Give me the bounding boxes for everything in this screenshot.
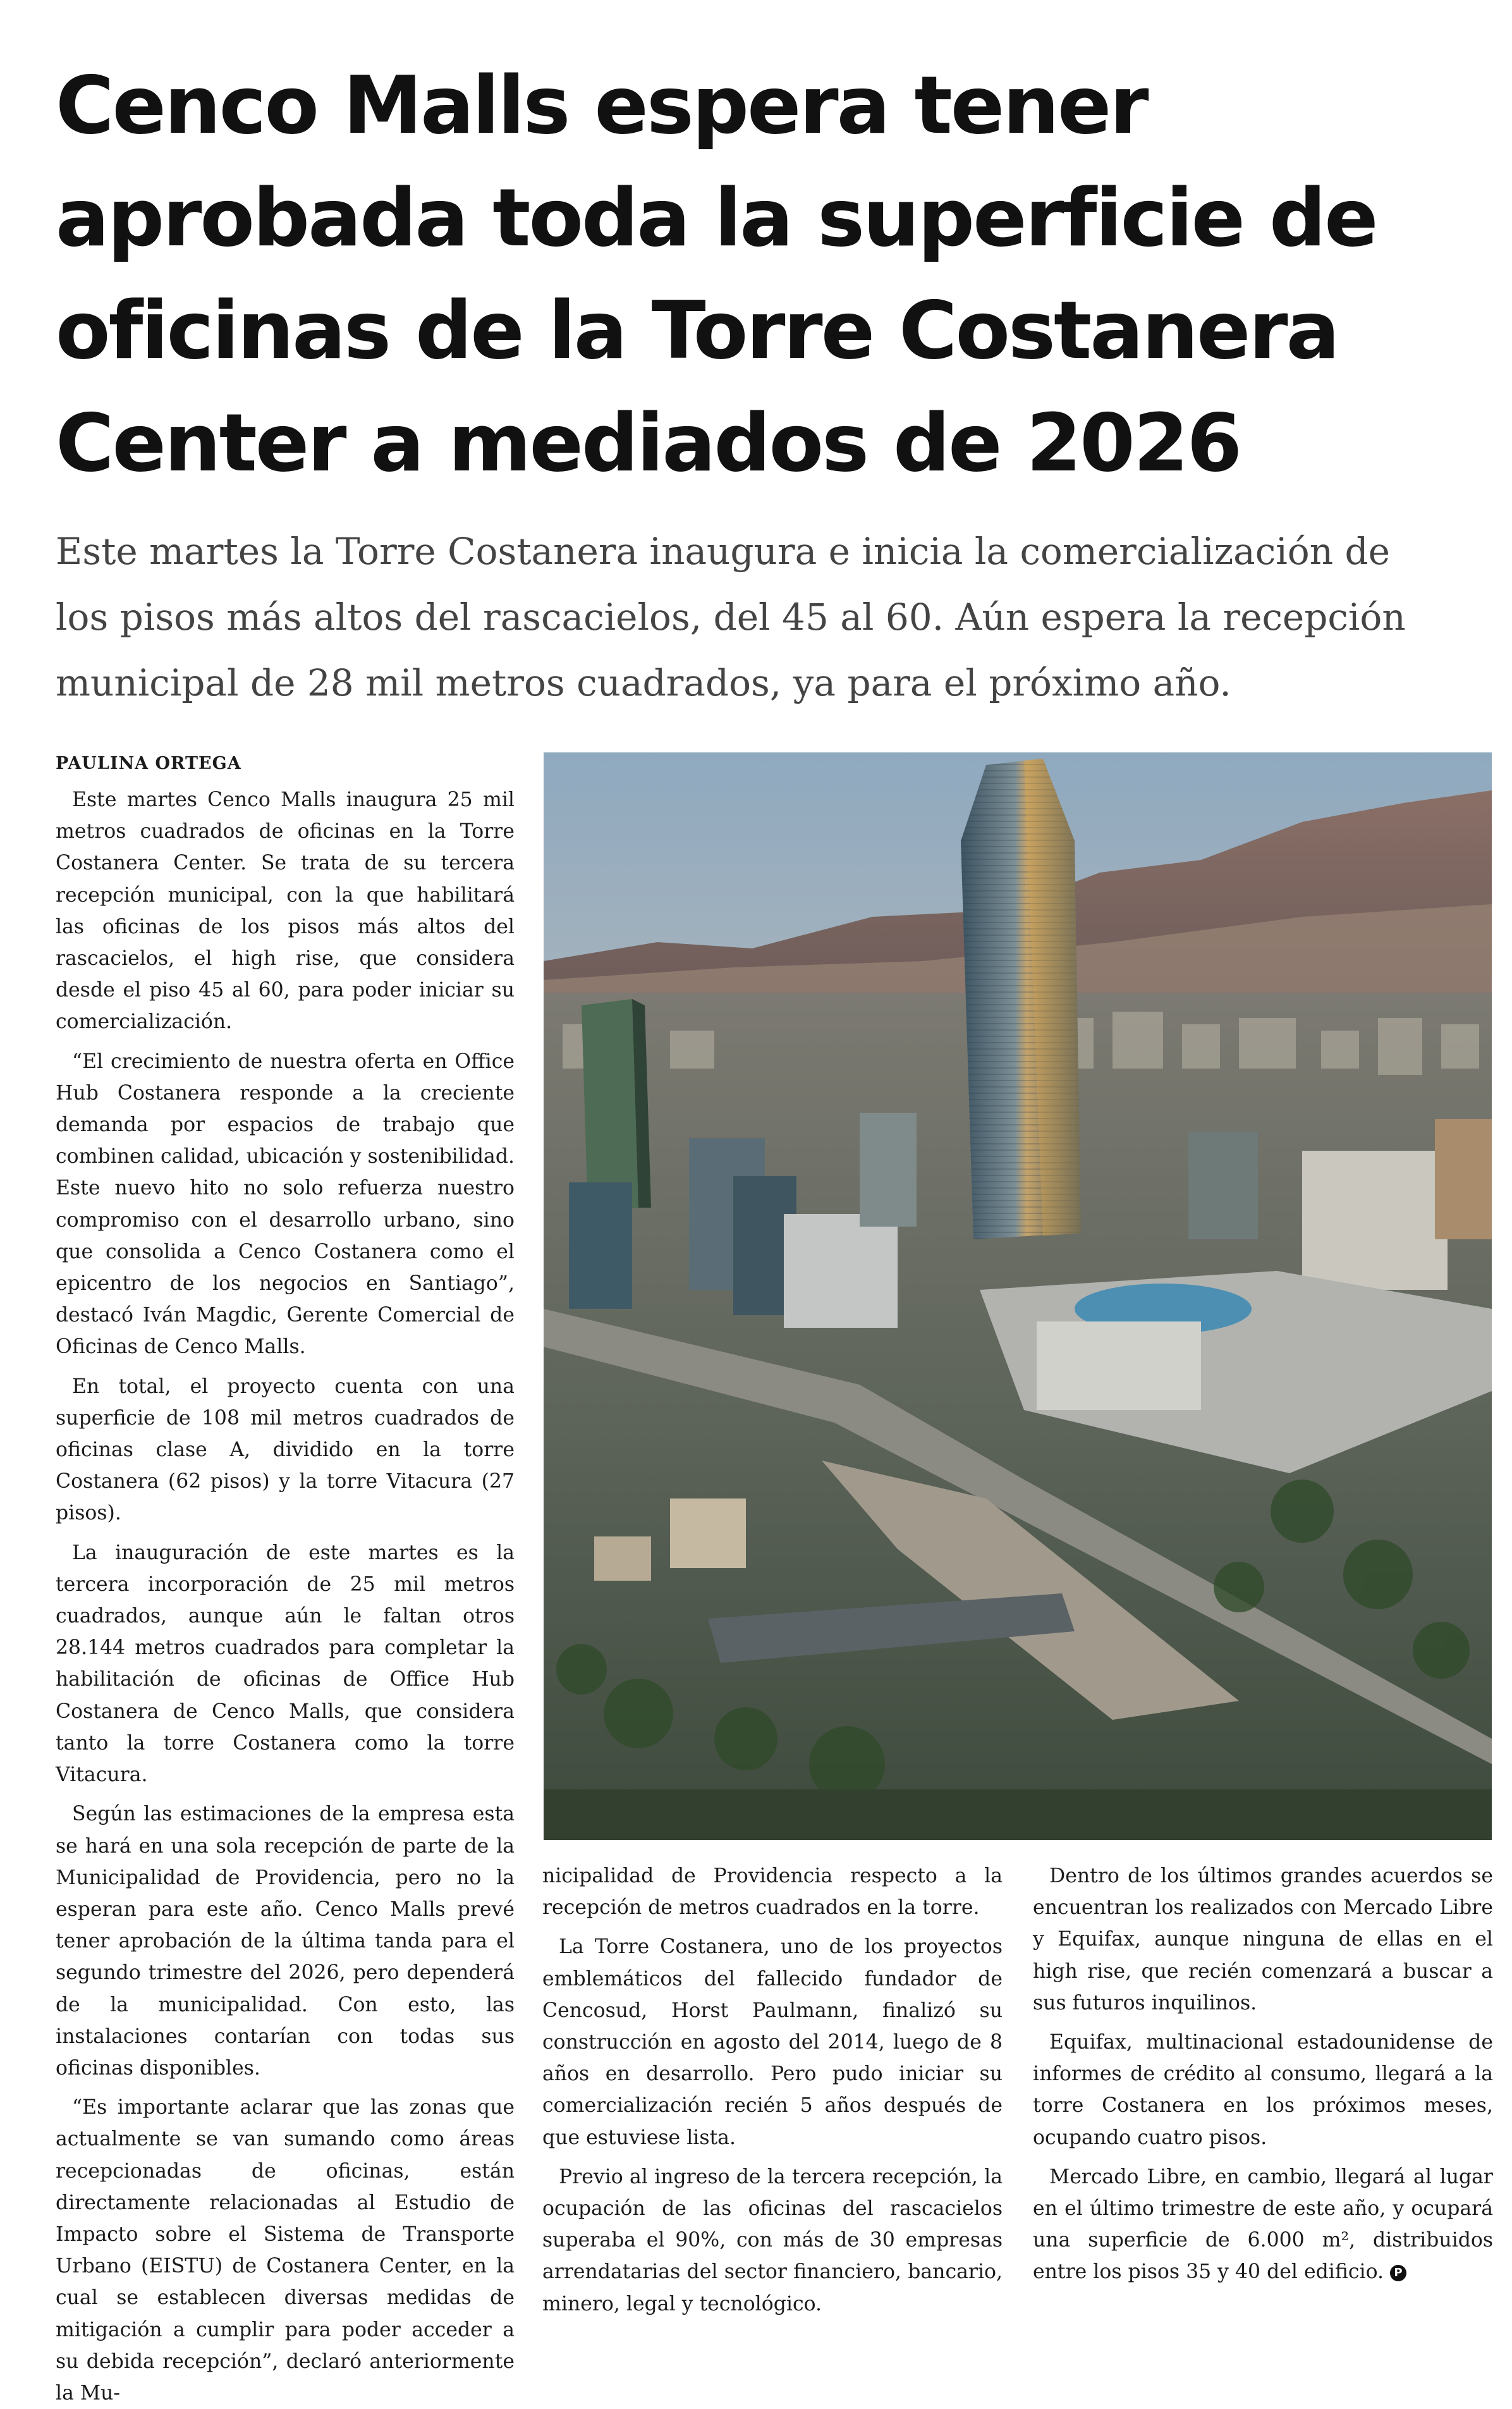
body-paragraph: Equifax, multinacional estadounidense de informes de crédito al consumo, llegará a la torre Costanera en los próximos meses, ocupando cuatro pisos. [1033, 2031, 1493, 2149]
article-column-1 [56, 751, 515, 2409]
body-paragraph: “El crecimiento de nuestra oferta en Office Hub Costanera responde a la creciente demanda por espacios de trabajo que combinen calidad, ubicación y sostenibilidad. Este nuevo hito no solo refuerza nuestro compromiso con el desarrollo urbano, sino que consolida a Cenco Costanera como el epicentro de los negocios en Santiago”, destacó Iván Magdic, Gerente Comercial de Oficinas de Cenco Malls. [56, 1050, 515, 1359]
article-deck [56, 518, 1472, 716]
article-column-3 [1033, 1860, 1493, 2288]
article-headline [56, 49, 1465, 500]
body-paragraph: La inauguración de este martes es la tercera incorporación de 25 mil metros cuadrados, aunque aún le faltan otros 28.144 metros cuadrados para completar la habilitación de oficinas de Office Hub Costanera de Cenco Malls, que considera tanto la torre Costanera como la torre Vitacura. [56, 1541, 515, 1787]
headline-line: Center a mediados de 2026 [56, 396, 1241, 489]
body-paragraph: Previo al ingreso de la tercera recepción, la ocupación de las oficinas del rascacielos superaba el 90%, con más de 30 empresas arrendatarias del sector financiero, bancario, minero, legal y tecnológico. [542, 2165, 1003, 2315]
deck-line: municipal de 28 mil metros cuadrados, ya para el próximo año. [56, 661, 1231, 704]
headline-line: aprobada toda la superficie de [56, 171, 1377, 264]
headline-line: oficinas de la Torre Costanera [56, 284, 1338, 377]
body-paragraph: En total, el proyecto cuenta con una superficie de 108 mil metros cuadrados de oficinas clase A, dividido en la torre Costanera (62 pisos) y la torre Vitacura (27 pisos). [56, 1375, 515, 1525]
body-paragraph [1033, 2161, 1493, 2288]
end-of-article-icon: P [1390, 2265, 1406, 2281]
byline: PAULINA ORTEGA [56, 754, 241, 773]
deck-line: los pisos más altos del rascacielos, del 45 al 60. Aún espera la recepción [56, 596, 1406, 639]
body-paragraph: Este martes Cenco Malls inaugura 25 mil metros cuadrados de oficinas en la Torre Costanera Center. Se trata de su tercera recepción municipal, con la que habilitará las oficinas de los pisos más altos del rascacielos, el high rise, que considera desde el piso 45 al 60, para poder iniciar su comercialización. [56, 788, 515, 1034]
body-paragraph: La Torre Costanera, uno de los proyectos emblemáticos del fallecido fundador de Cencosud, Horst Paulmann, finalizó su construcción en agosto del 2014, luego de 8 años en desarrollo. Pero pudo iniciar su comercialización recién 5 años después de que estuviese lista. [542, 1935, 1003, 2149]
article-column-2 [542, 1860, 1003, 2320]
body-paragraph: Dentro de los últimos grandes acuerdos se encuentran los realizados con Mercado Libre y Equifax, aunque ninguna de ellas en el high rise, que recién comenzará a buscar a sus futuros inquilinos. [1033, 1865, 1493, 2014]
aerial-photo-costanera-center [544, 752, 1492, 1840]
deck-line: Este martes la Torre Costanera inaugura e inicia la comercialización de [56, 530, 1390, 573]
headline-line: Cenco Malls espera tener [56, 59, 1147, 152]
body-paragraph: nicipalidad de Providencia respecto a la recepción de metros cuadrados en la torre. [542, 1865, 1003, 1920]
body-paragraph: “Es importante aclarar que las zonas que actualmente se van sumando como áreas recepcionadas de oficinas, están directamente relacionadas al Estudio de Impacto sobre el Sistema de Transporte Urbano (EISTU) de Costanera Center, en la cual se establecen diversas medidas de mitigación a cumplir para poder acceder a su debida recepción”, declaró anteriormente la Mu- [56, 2096, 515, 2405]
body-text: Mercado Libre, en cambio, llegará al lugar en el último trimestre de este año, y ocupará una superficie de 6.000 m², distribuidos entre los pisos 35 y 40 del edificio. [1033, 2165, 1493, 2284]
body-paragraph: Según las estimaciones de la empresa esta se hará en una sola recepción de parte de la Municipalidad de Providencia, pero no la esperan para este año. Cenco Malls prevé tener aprobación de la última tanda para el segundo trimestre del 2026, pero dependerá de la municipalidad. Con esto, las instalaciones contarían con todas sus oficinas disponibles. [56, 1803, 515, 2080]
